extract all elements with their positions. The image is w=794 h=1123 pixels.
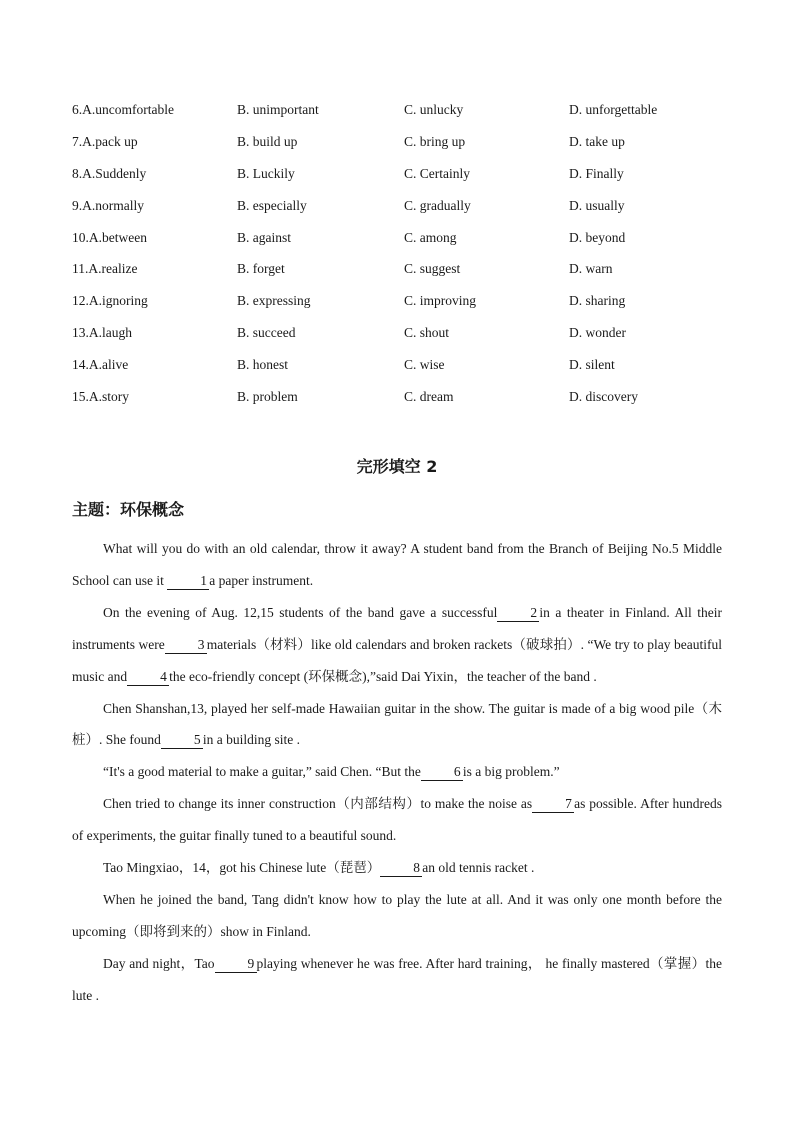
paragraph-7 — [72, 884, 722, 948]
option-row — [72, 258, 752, 290]
passage-text: When he joined the band, Tang didn't know how to play the lute at all. And it was only one month before the upcoming（即将到来的）show in Finland. — [72, 891, 722, 939]
blank-3: 3 — [165, 637, 207, 654]
option-a: 7.A.pack up — [72, 133, 138, 149]
option-a: 6.A.uncomfortable — [72, 102, 174, 117]
paragraph-6 — [72, 852, 722, 884]
option-row — [72, 227, 752, 259]
paragraph-1 — [72, 533, 722, 597]
option-row — [72, 99, 752, 131]
option-c: C. unlucky — [404, 102, 464, 117]
option-c: C. bring up — [404, 133, 466, 149]
option-row — [72, 163, 752, 195]
option-c: C. improving — [404, 293, 477, 309]
option-row — [72, 322, 752, 354]
option-a: 8.A.Suddenly — [72, 165, 147, 181]
passage-text: Day and night，Tao — [103, 955, 215, 971]
option-c: C. among — [404, 229, 457, 245]
option-a: 15.A.story — [72, 389, 129, 405]
option-row — [72, 354, 752, 386]
blank-1: 1 — [167, 573, 209, 590]
option-b: B. problem — [237, 389, 298, 405]
option-b: B. honest — [237, 357, 289, 373]
option-c: C. dream — [404, 389, 454, 405]
blank-9: 9 — [215, 956, 257, 973]
option-c: C. wise — [404, 357, 445, 373]
passage-text: as possible. After hundreds of experiments, the guitar finally tuned to a beautiful sound. — [72, 796, 722, 844]
option-c: C. gradually — [404, 197, 471, 213]
blank-7: 7 — [532, 796, 574, 813]
option-d: D. beyond — [569, 229, 626, 245]
option-a: 10.A.between — [72, 229, 147, 245]
option-row — [72, 386, 752, 418]
option-d: D. wonder — [569, 325, 626, 341]
option-d: D. sharing — [569, 293, 626, 309]
paragraph-4 — [72, 756, 722, 788]
option-d: D. usually — [569, 197, 625, 213]
option-c: C. suggest — [404, 261, 461, 277]
passage-text: a paper instrument. — [209, 572, 314, 588]
option-c: C. shout — [404, 325, 450, 341]
option-b: B. especially — [237, 197, 307, 213]
option-d: D. Finally — [569, 165, 624, 181]
section-title: 完形填空 2 — [356, 457, 438, 476]
option-a: 13.A.laugh — [72, 325, 132, 341]
blank-2: 2 — [497, 605, 539, 622]
blank-5: 5 — [161, 732, 203, 749]
option-row — [72, 195, 752, 227]
passage-text: an old tennis racket . — [422, 860, 535, 876]
passage-text: in a theater in Finland. All their instruments were — [72, 604, 722, 652]
option-b: B. forget — [237, 261, 285, 277]
option-d: D. discovery — [569, 389, 638, 405]
option-b: B. succeed — [237, 325, 296, 341]
paragraph-2 — [72, 597, 722, 693]
paragraph-8 — [72, 948, 722, 1012]
option-row — [72, 131, 752, 163]
passage-text: in a building site . — [202, 732, 300, 748]
passage-text: materials（材料）like old calendars and broken rackets（破球拍）. “We try to play beautiful music and — [72, 636, 722, 684]
passage-text: the eco-friendly concept (环保概念),”said Dai Yixin，the teacher of the band . — [169, 668, 597, 684]
passage-text: On the evening of Aug. 12,15 students of the band gave a successful — [103, 604, 498, 620]
passage-text: What will you do with an old calendar, throw it away? A student band from the Branch of Beijing No.5 Middle School can use it — [72, 541, 722, 588]
option-d: D. unforgettable — [569, 102, 658, 117]
theme-heading: 主题：环保概念 — [72, 500, 185, 519]
option-b: B. unimportant — [237, 102, 319, 117]
cloze-passage — [72, 533, 722, 1012]
option-row — [72, 290, 752, 322]
option-d: D. silent — [569, 357, 615, 373]
passage-text: Chen tried to change its inner construction（内部结构）to make the noise as — [103, 796, 533, 812]
answer-options — [72, 99, 752, 418]
paragraph-5 — [72, 788, 722, 852]
option-d: D. warn — [569, 261, 613, 277]
paragraph-3 — [72, 693, 722, 757]
blank-8: 8 — [380, 860, 422, 877]
blank-6: 6 — [421, 764, 463, 781]
option-a: 11.A.realize — [72, 261, 138, 277]
passage-text: playing whenever he was free. After hard training， he finally mastered（掌握）the lute . — [72, 955, 723, 1003]
option-d: D. take up — [569, 133, 625, 149]
option-b: B. build up — [237, 133, 298, 149]
option-b: B. expressing — [237, 293, 311, 309]
option-a: 12.A.ignoring — [72, 293, 148, 309]
option-a: 9.A.normally — [72, 197, 144, 213]
option-b: B. against — [237, 229, 291, 245]
passage-text: “It's a good material to make a guitar,” said Chen. “But the — [103, 764, 421, 780]
passage-text: Tao Mingxiao，14，got his Chinese lute（琵琶） — [103, 860, 381, 876]
passage-text: is a big problem.” — [462, 764, 560, 780]
option-b: B. Luckily — [237, 165, 295, 181]
passage-text: Chen Shanshan,13, played her self-made Hawaiian guitar in the show. The guitar is made of a big wood pile（木桩）. She found — [72, 700, 722, 748]
option-a: 14.A.alive — [72, 357, 129, 373]
blank-4: 4 — [127, 669, 169, 686]
option-c: C. Certainly — [404, 165, 470, 181]
